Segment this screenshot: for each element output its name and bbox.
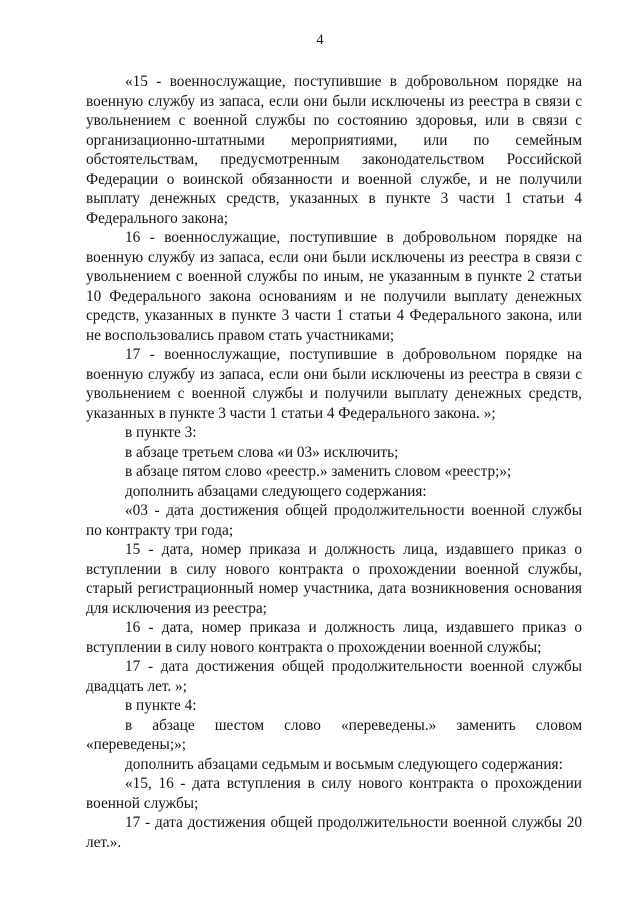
- paragraph-item-15: «15 - военнослужащие, поступившие в добровольном порядке на военную службу из запаса, если они были исключены из реестра в связи с увольнением с военной службы по состоянию здоровья, или в связи с организационно-штатными мероприятиями, или по семейным обстоятельствам, предусмотренным законодательством Российской Федерации о воинской обязанности и военной службе, и не получили выплату денежных средств, указанных в пункте 3 части 1 статьи 4 Федерального закона;: [86, 73, 582, 227]
- paragraph-code-17: 17 - дата достижения общей продолжительности военной службы двадцать лет. »;: [86, 658, 582, 695]
- paragraph-item-17: 17 - военнослужащие, поступившие в добровольном порядке на военную службу из запаса, если они были исключены из реестра в связи с увольнением с военной службы и получили выплату денежных средств, указанных в пункте 3 части 1 статьи 4 Федерального закона. »;: [86, 346, 582, 422]
- page-number: 4: [316, 32, 324, 48]
- paragraph-point-3-abzac-5: в абзаце пятом слово «реестр.» заменить словом «реестр;»;: [125, 463, 512, 480]
- paragraph-item-16: 16 - военнослужащие, поступившие в добровольном порядке на военную службу из запаса, если они были исключены из реестра в связи с увольнением с военной службы по иным, не указанным в пункте 2 статьи 10 Федерального закона основаниям и не получили выплату денежных средств, указанных в пункте 3 части 1 статьи 4 Федерального закона, или не воспользовались правом стать участниками;: [86, 229, 582, 344]
- paragraph-add-abzacs-7-8: дополнить абзацами седьмым и восьмым следующего содержания:: [125, 755, 563, 773]
- paragraph-code-15-16: «15, 16 - дата вступления в силу нового контракта о прохождении военной службы;: [86, 775, 582, 812]
- paragraph-point-3-abzac-3: в абзаце третьем слова «и 03» исключить;: [125, 443, 399, 461]
- paragraph-code-16: 16 - дата, номер приказа и должность лица, издавшего приказ о вступлении в силу нового контракта о прохождении военной службы;: [86, 619, 582, 656]
- paragraph-point-4-abzac-6: в абзаце шестом слово «переведены.» заменить словом «переведены;»;: [86, 716, 582, 753]
- paragraph-point-4: в пункте 4:: [125, 697, 197, 714]
- document-body: [86, 72, 582, 852]
- paragraph-code-15: 15 - дата, номер приказа и должность лица, издавшего приказ о вступлении в силу нового контракта о прохождении военной службы, старый регистрационный номер участника, дата возникновения основания для исключения из реестра;: [86, 541, 582, 617]
- paragraph-code-03: «03 - дата достижения общей продолжительности военной службы по контракту три года;: [86, 502, 582, 539]
- paragraph-code-17-final: 17 - дата достижения общей продолжительности военной службы 20 лет.».: [86, 814, 582, 851]
- paragraph-add-abzacs: дополнить абзацами следующего содержания:: [125, 482, 427, 500]
- paragraph-point-3: в пункте 3:: [125, 424, 197, 441]
